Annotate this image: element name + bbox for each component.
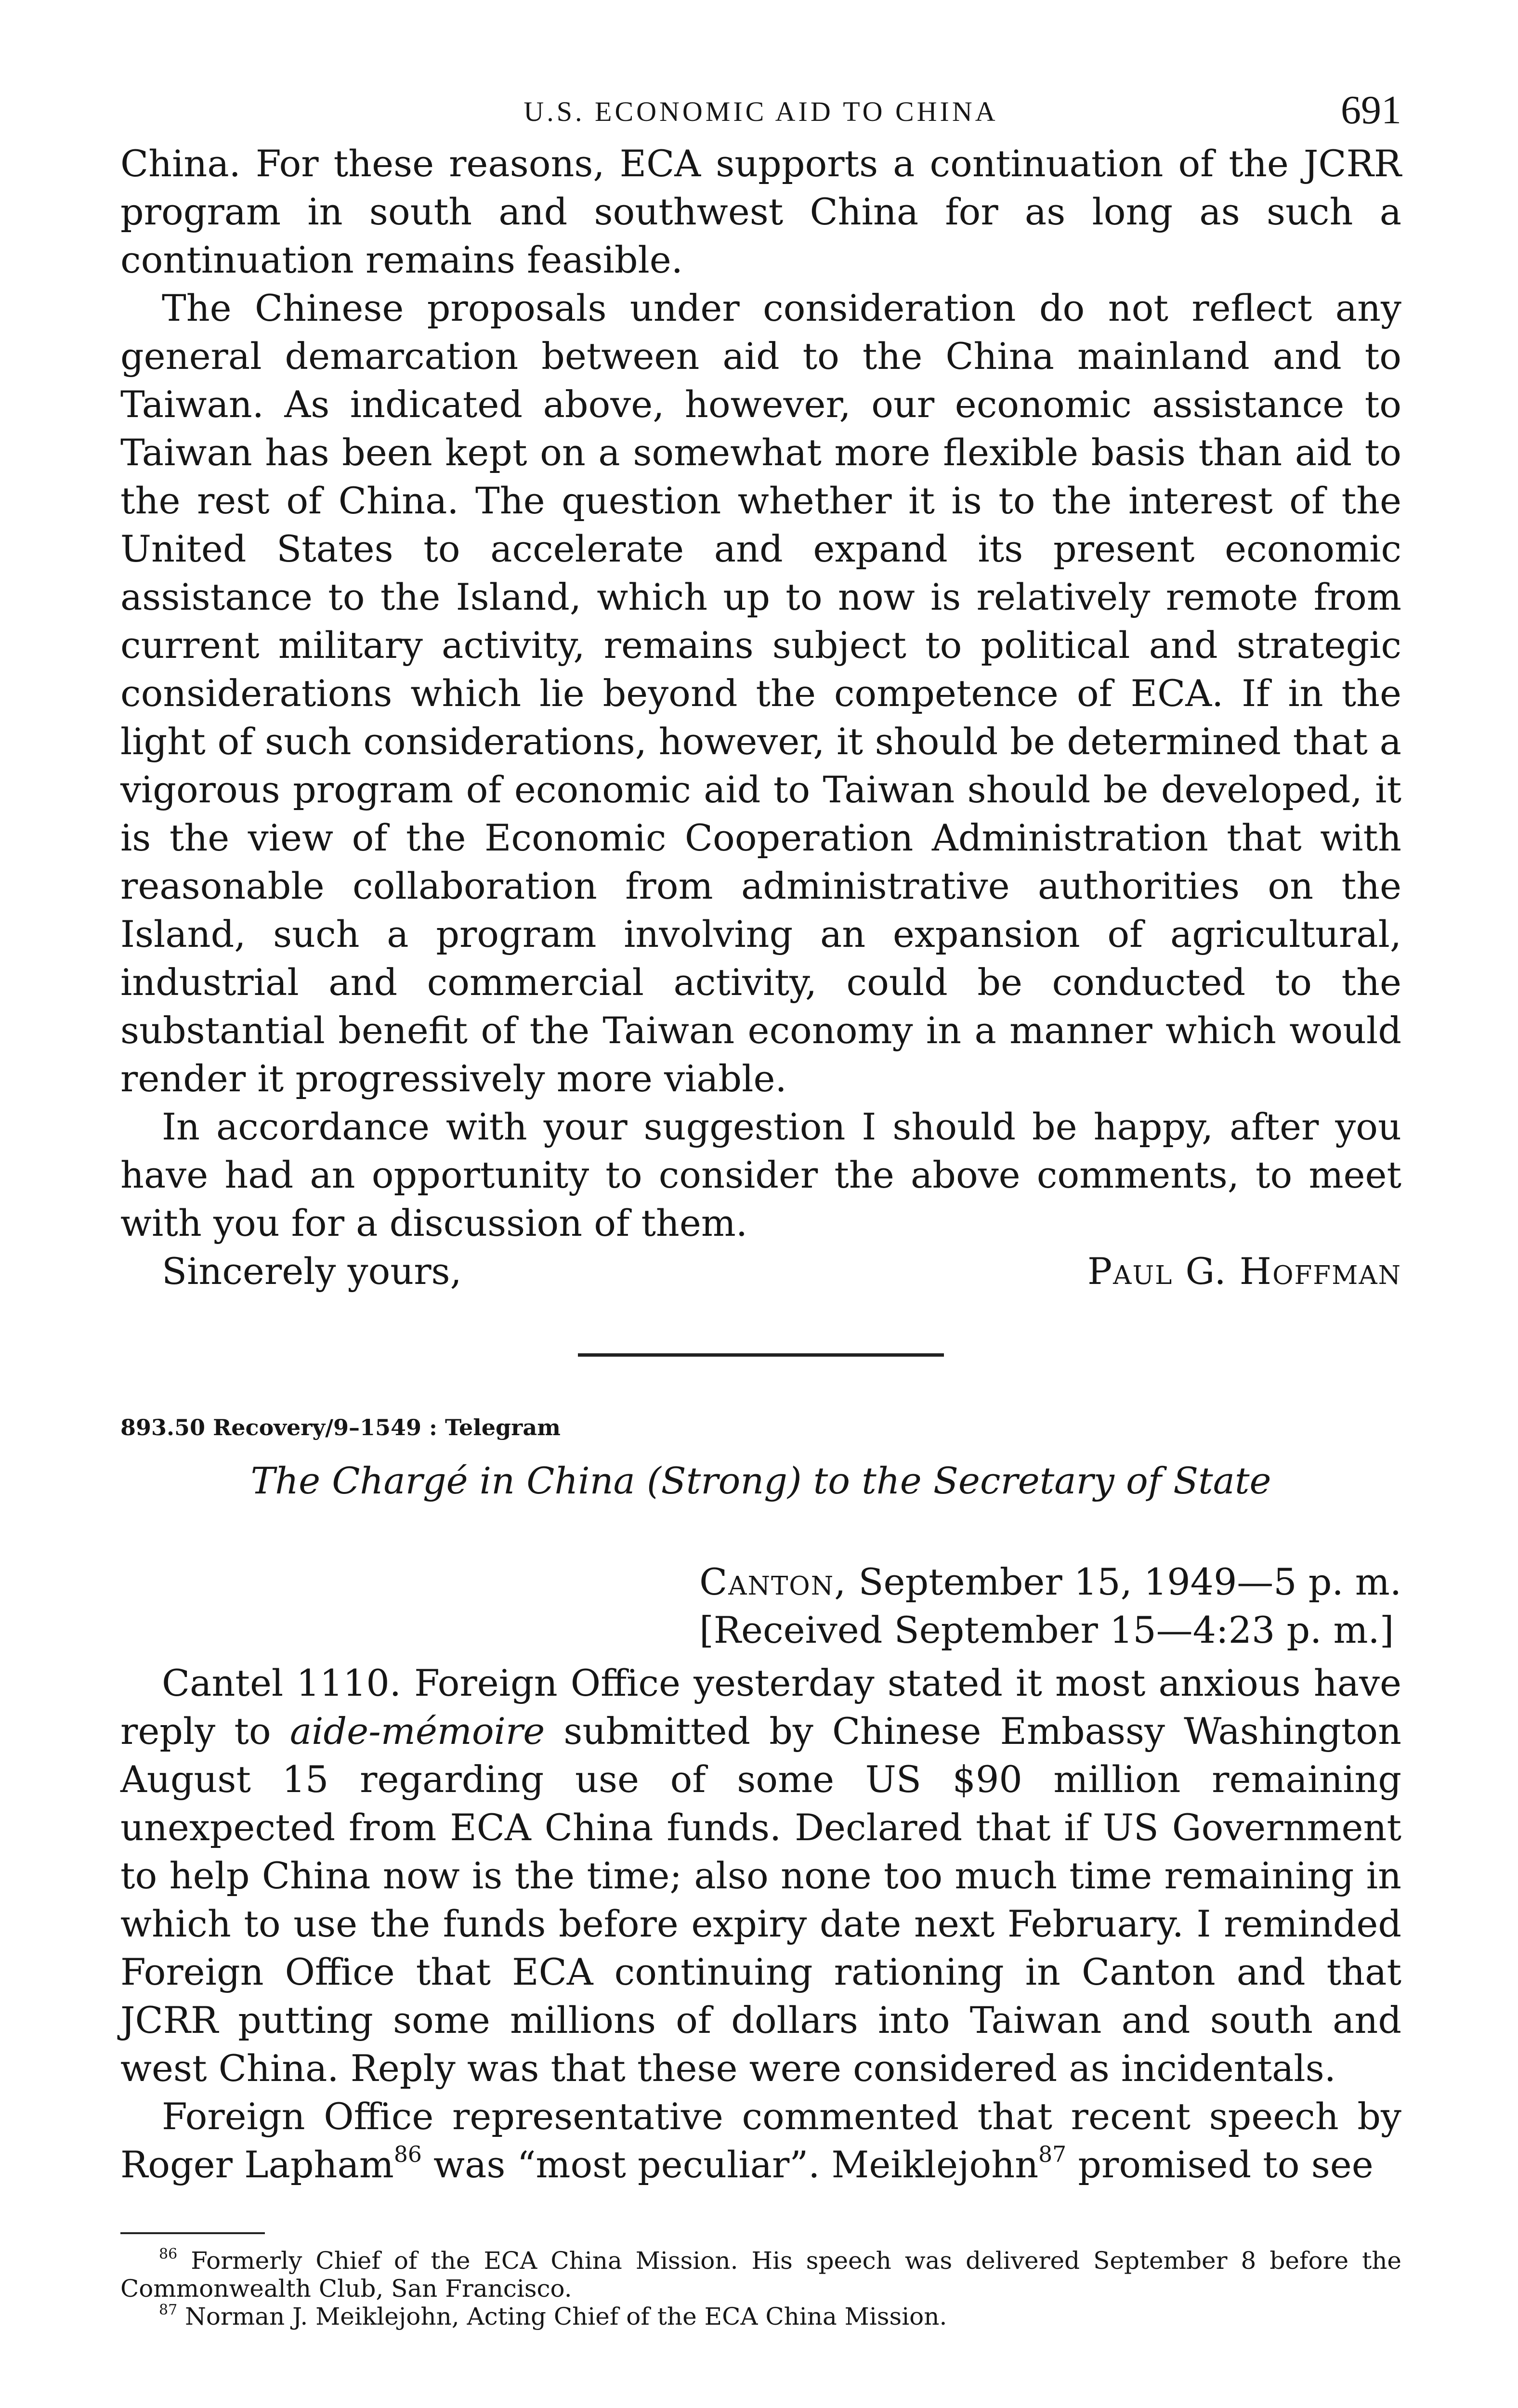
- letter-closing: [120, 1247, 1401, 1296]
- telegram-p2-text-c: promised to see: [1066, 2143, 1374, 2186]
- received-line: [Received September 15—4:23 p. m.]: [699, 1609, 1394, 1651]
- running-head: [120, 72, 1401, 140]
- footnote-text: Norman J. Meiklejohn, Acting Chief of the ECA China Mission.: [177, 2303, 947, 2330]
- section-divider: [578, 1353, 944, 1357]
- signature: Paul G. Hoffman: [1087, 1250, 1401, 1293]
- footnote-mark: 87: [159, 2302, 178, 2318]
- telegram-p2-text-a: Foreign Office representative commented that recent speech by Roger Lapham: [120, 2095, 1401, 2186]
- page-number: 691: [1341, 88, 1401, 132]
- footnote-divider: [120, 2232, 265, 2234]
- document-title: The Chargé in China (Strong) to the Secretary of State: [250, 1459, 1271, 1502]
- footnote-text: Formerly Chief of the ECA China Mission. His speech was delivered September 8 before the Commonwealth Club, San Francisco.: [120, 2247, 1401, 2303]
- letter-body: [120, 140, 1401, 1247]
- telegram-p1-text-b: submitted by Chinese Embassy Washington August 15 regarding use of some US $90 million remaining unexpected from ECA China funds. Declared that if US Government to help China now is the time; also none too much time remaining in which to use the funds before expiry date next February. I reminded Foreign Office that ECA continuing rationing in Canton and that JCRR putting some millions of dollars into Taiwan and south and west China. Reply was that these were considered as incidentals.: [120, 1710, 1401, 2090]
- telegram-p2-text-b: was “most peculiar”. Meiklejohn: [421, 2143, 1039, 2186]
- footnote-ref-87[interactable]: 87: [1038, 2142, 1067, 2168]
- file-reference: 893.50 Recovery/9–1549 : Telegram: [120, 1414, 561, 1440]
- telegram-body: [120, 1659, 1401, 2189]
- telegram-paragraph-1: [120, 1659, 1401, 2093]
- telegram-p1-italic: aide-mémoire: [289, 1710, 545, 1753]
- footnote-87: [120, 2303, 1401, 2330]
- telegram-paragraph-2: [120, 2093, 1401, 2189]
- dateline-place: Canton,: [699, 1560, 847, 1603]
- footnote-mark: 86: [159, 2246, 178, 2263]
- letter-paragraph-3: In accordance with your suggestion I should be happy, after you have had an opportunity to consider the above comments, to meet with you for a discussion of them.: [120, 1105, 1401, 1244]
- telegram-p1-text-a: Cantel 1110. Foreign Office yesterday stated it most anxious have reply to: [120, 1662, 1401, 1753]
- letter-paragraph-2: The Chinese proposals under consideration do not reflect any general demarcation between aid to the China mainland and to Taiwan. As indicated above, however, our economic assistance to Taiwan has been kept on a somewhat more flexible basis than aid to the rest of China. The question whether it is to the interest of the United States to accelerate and expand its present economic assistance to the Island, which up to now is relatively remote from current military activity, remains subject to political and strategic considerations which lie beyond the competence of ECA. If in the light of such considerations, however, it should be determined that a vigorous program of economic aid to Taiwan should be developed, it is the view of the Economic Cooperation Administration that with reasonable collaboration from administrative authorities on the Island, such a program involving an expansion of agricultural, industrial and commercial activity, could be conducted to the substantial benefit of the Taiwan economy in a manner which would render it progressively more viable.: [120, 287, 1401, 1100]
- running-title: U.S. ECONOMIC AID TO CHINA: [523, 96, 998, 127]
- footnote-ref-86[interactable]: 86: [393, 2142, 422, 2168]
- salutation: Sincerely yours,: [162, 1250, 462, 1293]
- letter-paragraph-1: China. For these reasons, ECA supports a continuation of the JCRR program in south and southwest China for as long as such a continuation remains feasible.: [120, 142, 1401, 281]
- dateline: [120, 1558, 1401, 1654]
- footnote-86: [120, 2247, 1401, 2303]
- document-page: [120, 72, 1401, 2330]
- dateline-date: September 15, 1949—5 p. m.: [858, 1560, 1401, 1603]
- footnotes: [120, 2247, 1401, 2330]
